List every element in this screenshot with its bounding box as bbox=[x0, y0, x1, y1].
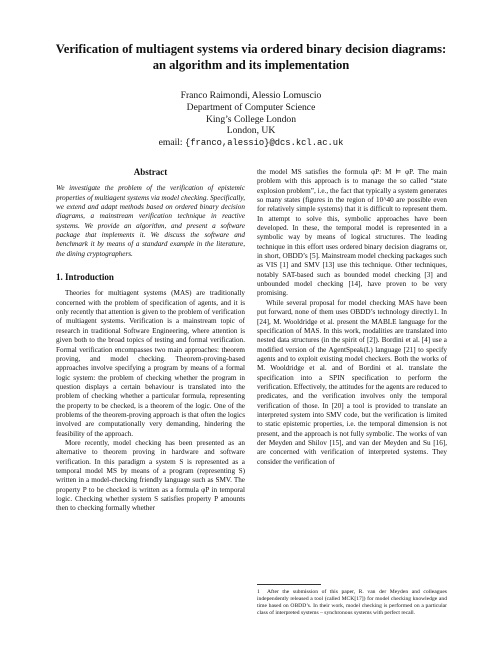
intro-paragraph-3: While several proposal for model checking MAS have been put forward, none of them uses OBDD’s technology directly1. In [24], M. Wooldridge et al. present the MABLE language for the specification of MAS. In this work, modalities are translated into nested data structures (in the spirit of [2]). Bordini et al. [4] use a modified version of the AgentSpeak(L) language [21] to specify agents and to exploit existing model checkers. Both the works of M. Wooldridge et al. and of Bordini et al. translate the specification into a SPIN specification to perform the verification. Effectively, the attitudes for the agents are reduced to predicates, and the verification involves only the temporal verification of those. In [20] a tool is provided to translate an interpreted system into SMV code, but the verification is limited to static epistemic properties, i.e. the temporal dimension is not present, and the approach is not fully symbolic. The works of van der Meyden and Shilov [15], and van der Meyden and Su [16], are concerned with verification of interpreted systems. They consider the verification of bbox=[257, 298, 447, 466]
author-block bbox=[0, 90, 502, 150]
email-prefix: email: bbox=[158, 137, 183, 149]
footnote-text: After the submission of this paper, R. van der Meyden and colleagues independently released a tool (called MCK[17]) for model checking knowledge and time based on OBDD’s. In their work, model checking is performed on a particular class of interpreted systems – synchronous systems with perfect recall. bbox=[257, 589, 447, 617]
footnote-mark: 1 bbox=[257, 589, 260, 595]
footnote-rule bbox=[257, 584, 321, 585]
title-line-2: an algorithm and its implementation bbox=[152, 58, 350, 72]
author-city: London, UK bbox=[226, 125, 276, 137]
abstract-heading: Abstract bbox=[133, 167, 168, 177]
section-heading-introduction: 1. Introduction bbox=[56, 272, 114, 283]
abstract-text: We investigate the problem of the verification of epistemic properties of multiagent systems via model checking. Specifically, we extend and adapt methods based on ordered binary decision diagrams, a mainstream verification technique in reactive systems. We provide an algorithm, and present a software package that implements it. We discuss the software and benchmark it by means of a standard example in the literature, the dining cryptographers. bbox=[56, 184, 245, 258]
author-email-line bbox=[0, 137, 502, 150]
footnote bbox=[257, 589, 447, 617]
right-column bbox=[257, 168, 447, 467]
author-department: Department of Computer Science bbox=[186, 101, 316, 113]
author-email[interactable]: {franco,alessio}@dcs.kcl.ac.uk bbox=[185, 138, 344, 149]
paper-title bbox=[0, 41, 502, 73]
intro-paragraph-1: Theories for multiagent systems (MAS) are traditionally concerned with the problem of specification of agents, and it is only recently that attention is given to the problem of verification of multiagent systems. Verification is a mainstream topic of research in traditional Software Engineering, where attention is given both to the broad topics of testing and formal verification. Formal verification encompasses two main approaches: theorem proving, and model checking. Theorem-proving-based approaches involve specifying a program by means of a formal logic system: the problem of checking whether the program in question displays a certain behaviour is translated into the problem of checking whether a particular formula, representing the property to be checked, is a theorem of the logic. One of the problems of the theorem-proving approach is that often the logics involved are computationally very demanding, hindering the feasibility of the approach. bbox=[56, 289, 245, 438]
intro-paragraph-2-continued: the model MS satisfies the formula φP: M ⊨ φP. The main problem with this approach is to manage the so called “state explosion problem”, i.e., the fact that typically a system generates so many states (figures in the region of 10^40 are possible even for relatively simple systems) that it is difficult to represent them. In attempt to solve this, symbolic approaches have been developed. In these, the temporal model is represented in a symbolic way by means of logical structures. The leading technique in this effort uses ordered binary decision diagrams or, in short, OBDD’s [5]. Mainstream model checking packages such as VIS [1] and SMV [13] use this technique. Other techniques, notably SAT-based such as bounded model checking [3] and unbounded model checking [14], have proven to be very promising. bbox=[257, 168, 447, 298]
left-column bbox=[56, 168, 245, 514]
title-line-1: Verification of multiagent systems via ordered binary decision diagrams: bbox=[55, 42, 447, 56]
author-college: King’s College London bbox=[205, 113, 297, 125]
intro-paragraph-2: More recently, model checking has been presented as an alternative to theorem proving in hardware and software verification. In this paradigm a system S is represented as a temporal model MS by means of a program (representing S) written in a model-checking friendly language such as SMV. The property P to be checked is written as a formula φP in temporal logic. Checking whether system S satisfies property P amounts then to checking formally whether bbox=[56, 438, 245, 513]
author-names: Franco Raimondi, Alessio Lomuscio bbox=[180, 90, 322, 101]
